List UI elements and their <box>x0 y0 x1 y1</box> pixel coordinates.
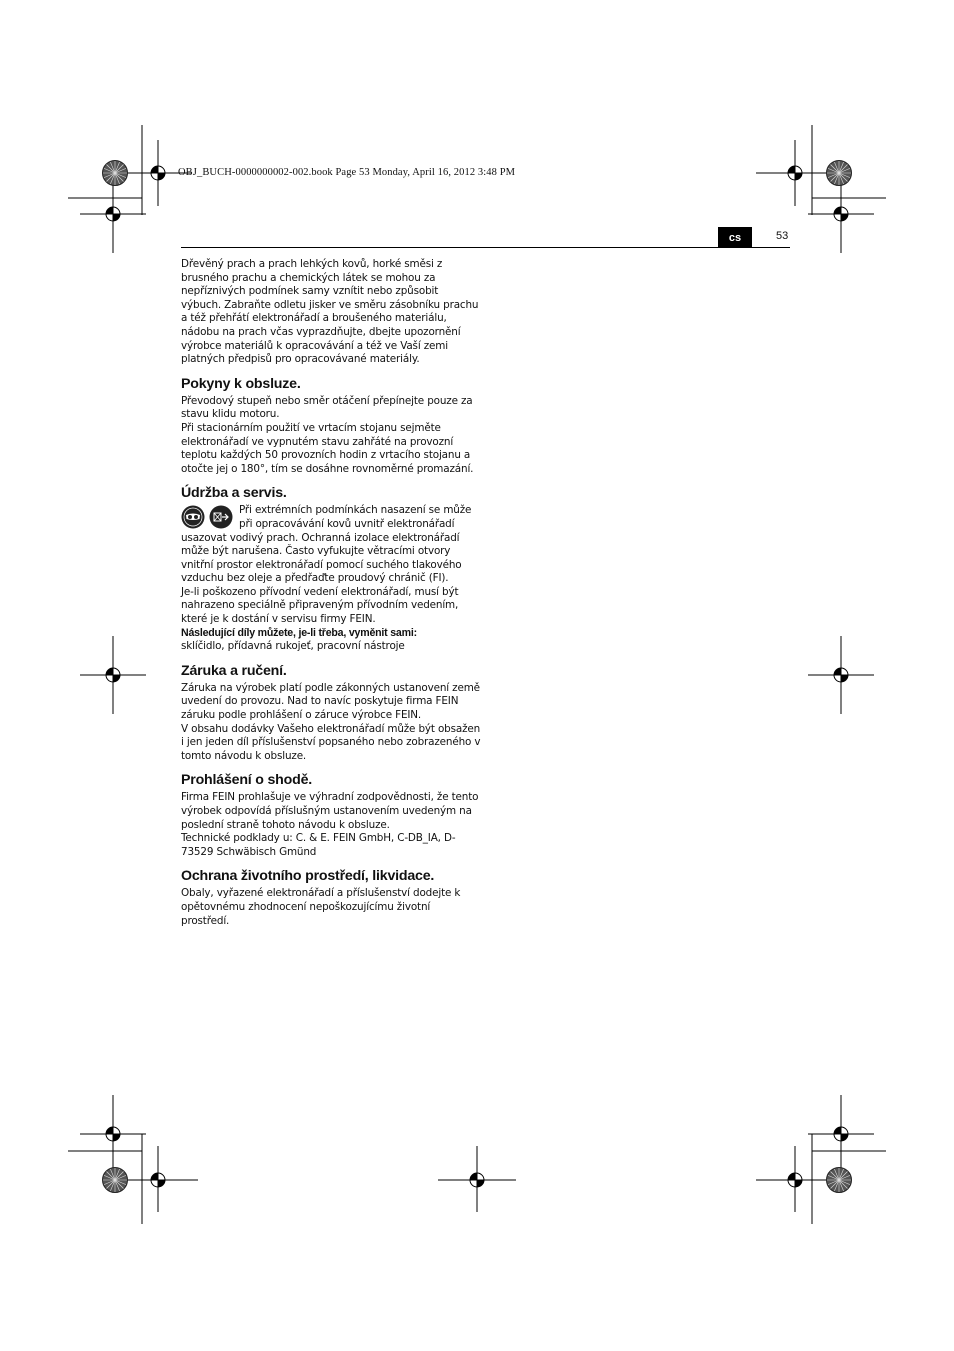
maintenance-paragraph-2: Je-li poškozeno přívodní vedení elektronářadí, musí být nahrazeno speciálně připraveným přívodním vedením, které je k dostání v servisu firmy FEIN. <box>181 585 459 626</box>
compressed-air-icon <box>209 505 233 529</box>
warranty-paragraph-1: Záruka na výrobek platí podle zákonných ustanovení země uvedení do provozu. Nad to navíc poskytuje firma FEIN záruku podle prohlášení o záruce výrobce FEIN. <box>181 681 480 722</box>
environment-paragraph-1: Obaly, vyřazené elektronářadí a příslušenství dodejte k opětovnému zhodnocení nepoškozujícímu životní prostředí. <box>181 887 461 927</box>
conformity-paragraph-1: Firma FEIN prohlašuje ve výhradní zodpovědnosti, že tento výrobek odpovídá příslušným ustanovením uvedeným na poslední straně tohoto návodu k obsluze. <box>181 791 479 831</box>
page-number: 53 <box>776 230 789 242</box>
section-title-maintenance: Údržba a servis. <box>181 485 287 502</box>
main-column <box>181 258 481 928</box>
maintenance-icons <box>181 505 235 529</box>
operation-paragraph-1: Převodový stupeň nebo směr otáčení přepínejte pouze za stavu klidu motoru. <box>181 394 473 421</box>
warranty-paragraph-2: V obsahu dodávky Vašeho elektronářadí může být obsažen i jen jeden díl příslušenství popsaného nebo zobrazeného v tomto návodu k obsluze. <box>181 722 481 762</box>
language-badge: cs <box>718 227 752 248</box>
replaceable-parts-label: Následující díly můžete, je-li třeba, vyměnit sami: <box>181 626 417 639</box>
operation-paragraph-2: Při stacionárním použití ve vrtacím stojanu sejměte elektronářadí ve vypnutém stavu zahřáté na provozní teplotu každých 50 provozních hodin z vrtacího stojanu a otočte jej o 180°, tím se dosáhne rovnoměrné promazání. <box>181 421 474 475</box>
conformity-paragraph-2: Technické podklady u: C. & E. FEIN GmbH, C-DB_IA, D-73529 Schwäbisch Gmünd <box>181 832 456 858</box>
goggles-icon <box>181 505 205 529</box>
maintenance-paragraph-1: Při extrémních podmínkách nasazení se může při opracovávání kovů uvnitř elektronářadí usazovat vodivý prach. Ochranná izolace elektronářadí může být narušena. Často vyfukujte větracími otvory vnitřní prostor elektronářadí pomocí suchého tlakového vzduchu bez oleje a předřaďte proudový chránič (FI). <box>181 504 472 585</box>
replaceable-parts-list: sklíčidlo, přídavná rukojeť, pracovní nástroje <box>181 640 405 653</box>
intro-paragraph: Dřevěný prach a prach lehkých kovů, horké směsi z brusného prachu a chemických látek se mohou za nepříznivých podmínek samy vznítit nebo způsobit výbuch. Zabraňte odletu jisker ve směru zásobníku prachu a též přehřátí elektronářadí a broušeného materiálu, nádobu na prach včas vyprazdňujte, dbejte upozornění výrobce materiálů k opracovávání a též ve Vaší zemi platných předpisů pro opracovávané materiály. <box>181 258 479 366</box>
section-title-conformity: Prohlášení o shodě. <box>181 772 313 789</box>
section-title-environment: Ochrana životního prostředí, likvidace. <box>181 868 435 885</box>
header-rule <box>181 247 790 248</box>
section-title-warranty: Záruka a ručení. <box>181 662 287 679</box>
section-title-operation: Pokyny k obsluze. <box>181 375 301 392</box>
print-slug: OBJ_BUCH-0000000002-002.book Page 53 Monday, April 16, 2012 3:48 PM <box>178 167 516 178</box>
